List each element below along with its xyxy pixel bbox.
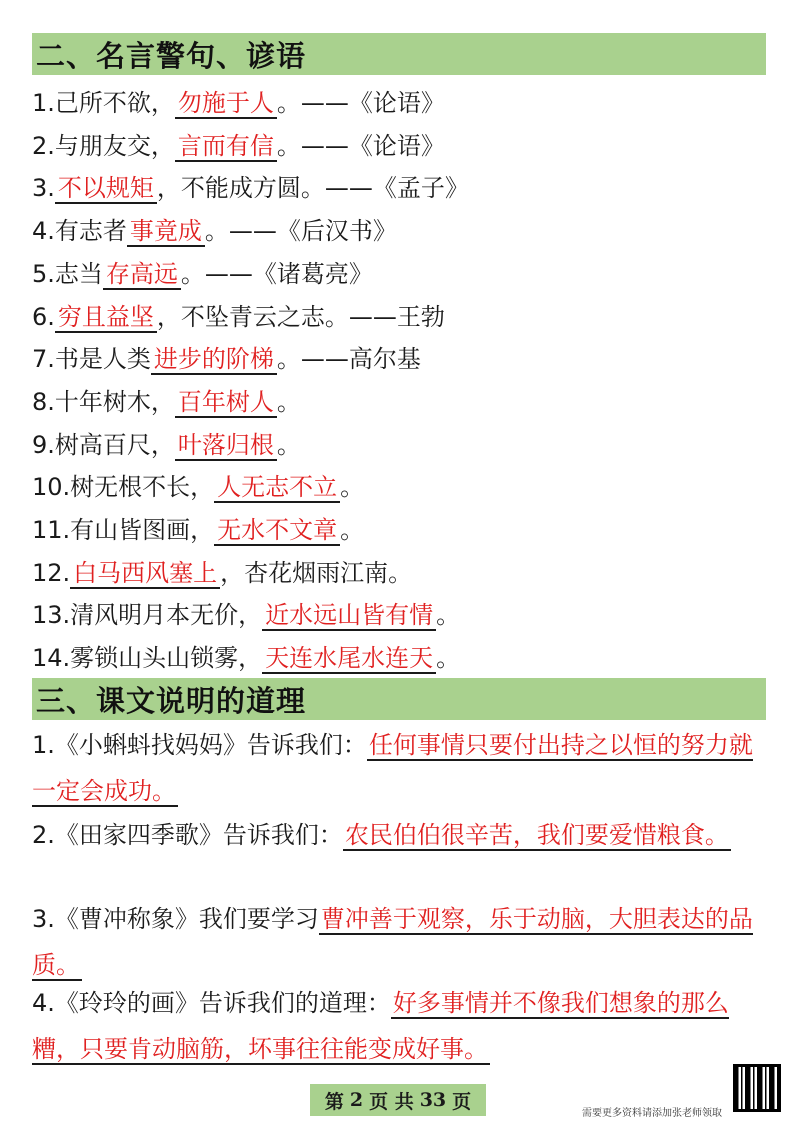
answer-text: 人无志不立 — [214, 473, 340, 503]
quote-item: 8.十年树木， 百年树人 。 — [32, 387, 301, 416]
quote-item: 3. 不以规矩 ，不能成方圆。——《孟子》 — [32, 174, 469, 203]
answer-text: 勿施于人 — [175, 89, 277, 119]
answer-text: 任何事情只要付出持之以恒的努力就一定会成功。 — [32, 731, 753, 805]
section-header-lessons — [32, 678, 766, 720]
answer-text: 穷且益坚 — [55, 303, 157, 333]
answer-text: 进步的阶梯 — [151, 345, 277, 375]
page-indicator: 第 2 页 共 33 页 — [310, 1084, 486, 1116]
quote-item: 9.树高百尺， 叶落归根 。 — [32, 430, 301, 459]
lesson-item: 4.《玲玲的画》告诉我们的道理：好多事情并不像我们想象的那么糟，只要肯动脑筋，坏事往往能变成好事。 — [32, 989, 729, 1063]
answer-text: 农民伯伯很辛苦，我们要爱惜粮食。 — [344, 821, 729, 849]
lesson-item: 3.《曹冲称象》我们要学习曹冲善于观察，乐于动脑，大胆表达的品质。 — [32, 905, 753, 979]
answer-text: 叶落归根 — [175, 431, 277, 461]
answer-text: 天连水尾水连天 — [262, 644, 436, 674]
quote-item: 5.志当 存高远 。——《诸葛亮》 — [32, 259, 373, 288]
qr-caption: 需要更多资料请添加张老师领取 — [582, 1108, 722, 1119]
quote-item: 11.有山皆图画， 无水不文章 。 — [32, 516, 365, 544]
section-title: 三、课文说明的道理 — [36, 683, 307, 718]
quote-item: 7.书是人类 进步的阶梯 。——高尔基 — [32, 345, 421, 374]
quote-item: 2.与朋友交， 言而有信 。——《论语》 — [32, 131, 445, 160]
answer-text: 存高远 — [103, 260, 181, 290]
answer-text: 好多事情并不像我们想象的那么糟，只要肯动脑筋，坏事往往能变成好事。 — [32, 989, 729, 1063]
lesson-item: 1.《小蝌蚪找妈妈》告诉我们：任何事情只要付出持之以恒的努力就一定会成功。 — [32, 731, 753, 805]
quote-item: 6. 穷且益坚 ，不坠青云之志。——王勃 — [32, 302, 445, 331]
quote-item: 13.清风明月本无价， 近水远山皆有情 。 — [32, 601, 461, 630]
lesson-item: 2.《田家四季歌》告诉我们：农民伯伯很辛苦，我们要爱惜粮食。 — [32, 821, 729, 849]
answer-text: 近水远山皆有情 — [262, 601, 436, 631]
answer-text: 曹冲善于观察，乐于动脑，大胆表达的品质。 — [32, 905, 753, 979]
answer-text: 百年树人 — [175, 388, 277, 418]
quote-item: 14.雾锁山头山锁雾， 天连水尾水连天 。 — [32, 644, 461, 673]
section-header-quotes — [32, 33, 766, 75]
quote-item: 4.有志者 事竟成 。——《后汉书》 — [32, 217, 397, 246]
answer-text: 无水不文章 — [214, 516, 340, 546]
section-title: 二、名言警句、谚语 — [36, 38, 307, 73]
quote-item: 1.己所不欲， 勿施于人 。——《论语》 — [32, 89, 445, 117]
answer-text: 白马西风塞上 — [70, 559, 220, 589]
answer-text: 不以规矩 — [55, 174, 157, 204]
quote-item: 12. 白马西风塞上 ，杏花烟雨江南。 — [32, 558, 413, 587]
quote-item: 10.树无根不长， 人无志不立 。 — [32, 473, 365, 502]
qr-code — [733, 1064, 781, 1112]
answer-text: 言而有信 — [175, 132, 277, 162]
answer-text: 事竟成 — [127, 217, 205, 247]
